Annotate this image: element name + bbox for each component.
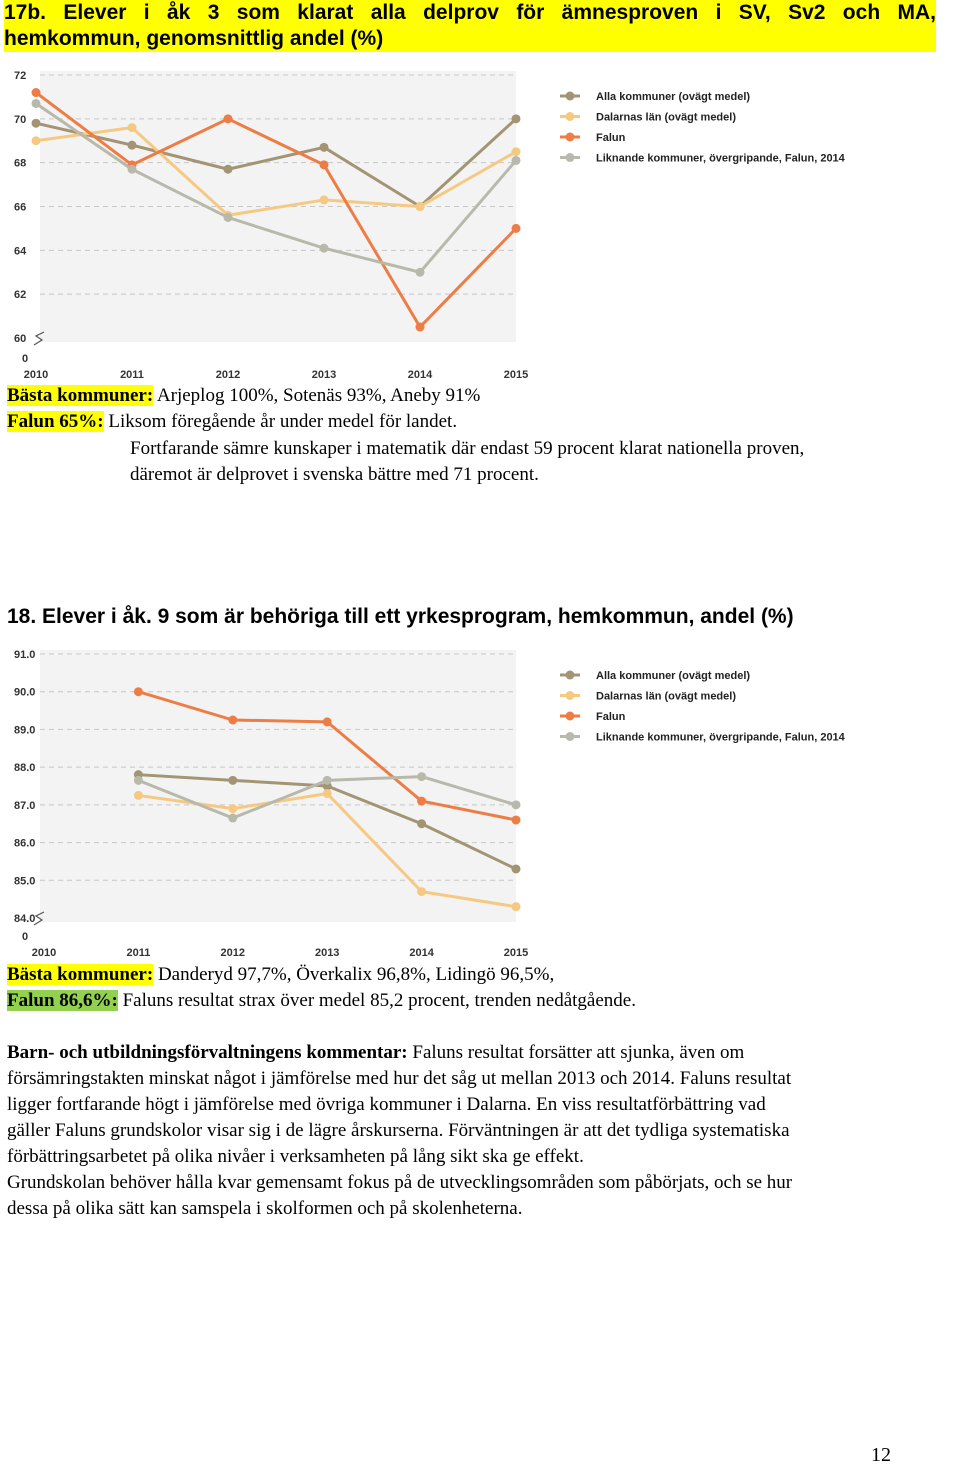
data-point bbox=[416, 202, 425, 211]
data-point bbox=[134, 791, 143, 800]
legend-swatch-point bbox=[566, 112, 575, 121]
legend-swatch-point bbox=[566, 671, 575, 680]
data-point bbox=[228, 814, 237, 823]
x-tick-label: 2015 bbox=[503, 947, 529, 959]
y-tick-label: 0 bbox=[22, 931, 29, 943]
y-tick-label: 62 bbox=[14, 289, 27, 302]
data-point bbox=[320, 244, 329, 253]
y-tick-label: 86.0 bbox=[14, 837, 36, 850]
best-municipalities-value: Danderyd 97,7%, Överkalix 96,8%, Lidingö 96,5%, bbox=[153, 964, 555, 985]
data-point bbox=[134, 687, 143, 696]
falun-result-label: Falun 86,6%: bbox=[7, 990, 118, 1011]
best-municipalities-label: Bästa kommuner: bbox=[7, 964, 154, 985]
page-number: 12 bbox=[871, 1444, 891, 1466]
data-point bbox=[512, 147, 521, 156]
y-tick-label: 64 bbox=[14, 245, 27, 258]
y-tick-label: 60 bbox=[14, 333, 27, 345]
x-tick-label: 2012 bbox=[215, 369, 241, 380]
legend-swatch-point bbox=[566, 732, 575, 741]
best-municipalities-label: Bästa kommuner: bbox=[7, 385, 154, 406]
data-point bbox=[416, 323, 425, 332]
data-point bbox=[128, 141, 137, 150]
plot-background bbox=[40, 650, 516, 922]
data-point bbox=[320, 143, 329, 152]
commentary-line: förbättringsarbetet på olika nivåer i verksamheten på lång sikt ska ge effekt. bbox=[7, 1146, 584, 1167]
data-point bbox=[417, 772, 426, 781]
legend-swatch-point bbox=[566, 92, 575, 101]
data-point bbox=[32, 99, 41, 108]
data-point bbox=[512, 815, 521, 824]
data-point bbox=[128, 165, 137, 174]
chart-17b-falun bbox=[7, 409, 457, 435]
y-tick-label: 68 bbox=[14, 157, 27, 170]
administration-commentary bbox=[7, 1040, 952, 1222]
legend-entry-label: Liknande kommuner, övergripande, Falun, 2014 bbox=[596, 731, 845, 744]
section-17b-title-line1: 17b. Elever i åk 3 som klarat alla delprov för ämnesproven i SV, Sv2 och MA, bbox=[4, 1, 936, 24]
x-tick-label: 2011 bbox=[126, 947, 151, 959]
data-point bbox=[228, 776, 237, 785]
y-tick-label: 90.0 bbox=[14, 686, 36, 699]
legend-entry-label: Dalarnas län (ovägt medel) bbox=[596, 690, 736, 703]
legend-entry-label: Falun bbox=[596, 132, 626, 144]
data-point bbox=[32, 136, 41, 145]
falun-result-label: Falun 65%: bbox=[7, 411, 104, 432]
y-tick-label: 70 bbox=[14, 113, 27, 126]
falun-result-text: Faluns resultat strax över medel 85,2 procent, trenden nedåtgående. bbox=[117, 990, 636, 1011]
chart-18-best bbox=[7, 962, 554, 988]
x-tick-label: 2014 bbox=[409, 947, 434, 959]
y-tick-label: 72 bbox=[14, 70, 27, 82]
section-18-heading: 18. Elever i åk. 9 som är behöriga till ett yrkesprogram, hemkommun, andel (%) bbox=[7, 605, 794, 628]
commentary-line: dessa på olika sätt kan samspela i skolformen och på skolenheterna. bbox=[7, 1198, 523, 1219]
data-point bbox=[323, 717, 332, 726]
section-17b-title-line2: hemkommun, genomsnittlig andel (%) bbox=[4, 27, 384, 50]
x-tick-label: 2013 bbox=[314, 947, 340, 959]
data-point bbox=[320, 160, 329, 169]
data-point bbox=[512, 224, 521, 233]
falun-comment-line2: Fortfarande sämre kunskaper i matematik där endast 59 procent klarat nationella proven, bbox=[130, 438, 805, 459]
chart-18 bbox=[0, 640, 900, 962]
y-tick-label: 88.0 bbox=[14, 762, 36, 775]
y-tick-label: 0 bbox=[22, 353, 29, 365]
data-point bbox=[323, 776, 332, 785]
data-point bbox=[320, 195, 329, 204]
x-tick-label: 2015 bbox=[503, 369, 529, 380]
commentary-text: Faluns resultat forsätter att sjunka, även om bbox=[407, 1042, 745, 1063]
data-point bbox=[224, 213, 233, 222]
data-point bbox=[416, 268, 425, 277]
legend-entry-label: Falun bbox=[596, 711, 626, 723]
commentary-line: ligger fortfarande högt i jämförelse med övriga kommuner i Dalarna. En viss resultatförbättring vad bbox=[7, 1094, 766, 1115]
falun-comment-line3: däremot är delprovet i svenska bättre med 71 procent. bbox=[130, 464, 539, 485]
data-point bbox=[323, 789, 332, 798]
data-point bbox=[32, 119, 41, 128]
data-point bbox=[417, 887, 426, 896]
legend-swatch-point bbox=[566, 691, 575, 700]
commentary-line: försämringstakten minskat något i jämförelse med hur det såg ut mellan 2013 och 2014. Faluns resultat bbox=[7, 1068, 792, 1089]
x-tick-label: 2010 bbox=[31, 947, 57, 959]
legend-entry-label: Alla kommuner (ovägt medel) bbox=[596, 91, 751, 103]
section-17b-heading bbox=[4, 0, 936, 52]
x-tick-label: 2012 bbox=[220, 947, 246, 959]
legend-entry-label: Liknande kommuner, övergripande, Falun, 2014 bbox=[596, 152, 845, 165]
data-point bbox=[512, 800, 521, 809]
x-tick-label: 2010 bbox=[23, 369, 49, 380]
data-point bbox=[128, 123, 137, 132]
legend-entry-label: Alla kommuner (ovägt medel) bbox=[596, 670, 751, 682]
data-point bbox=[512, 902, 521, 911]
data-point bbox=[417, 819, 426, 828]
chart-17b bbox=[0, 60, 900, 380]
data-point bbox=[512, 156, 521, 165]
data-point bbox=[228, 716, 237, 725]
chart-17b-best bbox=[7, 383, 480, 409]
data-point bbox=[224, 165, 233, 174]
x-tick-label: 2014 bbox=[407, 369, 433, 380]
commentary-line: gäller Faluns grundskolor visar sig i de lägre årskurserna. Förväntningen är att det tydliga systematiska bbox=[7, 1120, 790, 1141]
data-point bbox=[417, 797, 426, 806]
y-tick-label: 87.0 bbox=[14, 799, 36, 812]
legend-entry-label: Dalarnas län (ovägt medel) bbox=[596, 111, 736, 124]
y-tick-label: 85.0 bbox=[14, 875, 36, 888]
data-point bbox=[224, 114, 233, 123]
legend-swatch-point bbox=[566, 153, 575, 162]
commentary-line: Grundskolan behöver hålla kvar gemensamt fokus på de utvecklingsområden som påbörjats, och se hur bbox=[7, 1172, 793, 1193]
y-tick-label: 66 bbox=[14, 201, 27, 214]
x-tick-label: 2011 bbox=[120, 369, 144, 380]
best-municipalities-value: Arjeplog 100%, Sotenäs 93%, Aneby 91% bbox=[153, 385, 481, 406]
legend-swatch-point bbox=[566, 712, 575, 721]
data-point bbox=[512, 864, 521, 873]
x-tick-label: 2013 bbox=[311, 369, 337, 380]
data-point bbox=[32, 88, 41, 97]
commentary-line bbox=[7, 1040, 952, 1066]
y-tick-label: 89.0 bbox=[14, 724, 36, 737]
y-tick-label: 91.0 bbox=[14, 649, 36, 661]
data-point bbox=[134, 776, 143, 785]
data-point bbox=[512, 114, 521, 123]
legend-swatch-point bbox=[566, 133, 575, 142]
data-point bbox=[228, 804, 237, 813]
commentary-label: Barn- och utbildningsförvaltningens kommentar: bbox=[7, 1042, 408, 1063]
y-tick-label: 84.0 bbox=[14, 913, 36, 925]
chart-18-falun bbox=[7, 988, 636, 1014]
falun-result-text: Liksom föregående år under medel för landet. bbox=[103, 411, 458, 432]
